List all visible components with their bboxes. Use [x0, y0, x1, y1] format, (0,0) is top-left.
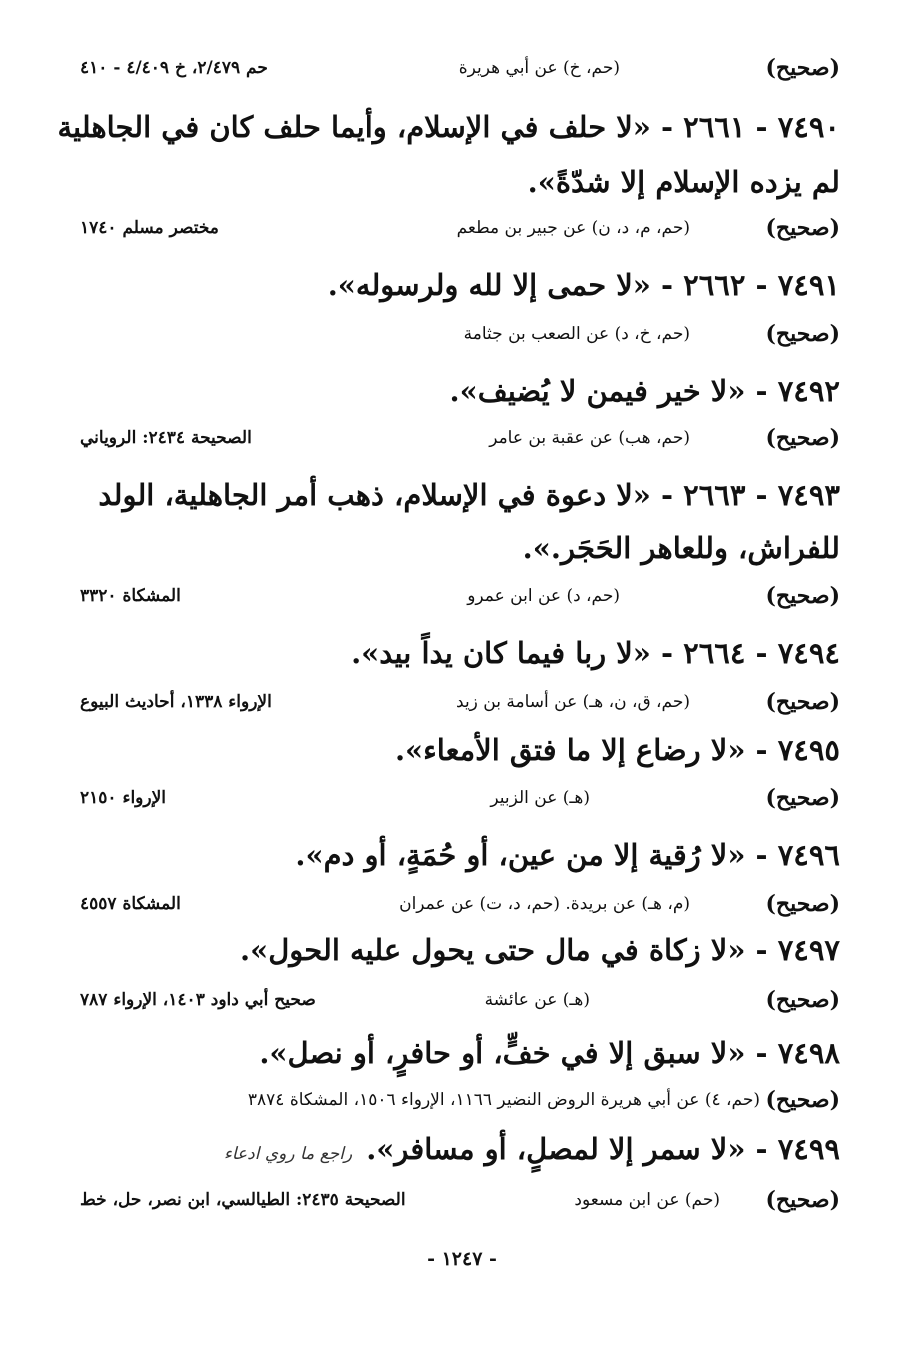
- hadith-text: ٧٤٩٢ - «لا خير فيمن لا يُضيف».: [449, 374, 840, 408]
- hadith-text: ٧٤٩٦ - «لا رُقية إلا من عين، أو حُمَةٍ، أو دم».: [295, 838, 840, 872]
- hadith-text: للفراش، وللعاهر الحَجَر.».: [522, 531, 840, 565]
- source-line: [80, 884, 840, 924]
- source-line: [80, 48, 840, 88]
- narrator-source: (م، هـ) عن بريدة. (حم، د، ت) عن عمران: [399, 894, 690, 914]
- hadith-text: ٧٤٩٣ - ٢٦٦٣ - «لا دعوة في الإسلام، ذهب أمر الجاهلية، الولد: [98, 478, 840, 512]
- hadith-text: ٧٤٩٨ - «لا سبق إلا في خفٍّ، أو حافرٍ، أو نصل».: [259, 1036, 840, 1070]
- hadith-text-line: [80, 925, 840, 975]
- reference: الإرواء ٢١٥٠: [80, 788, 167, 808]
- hadith-text-line: [80, 725, 840, 775]
- narrator-source: (حم، خ، د) عن الصعب بن جثامة: [463, 324, 690, 344]
- grade-label: (صحيح): [765, 583, 840, 609]
- grade-label: (صحيح): [765, 1087, 840, 1113]
- hadith-text-line: [80, 470, 840, 520]
- source-line: [80, 980, 840, 1020]
- grade-label: (صحيح): [765, 55, 840, 81]
- source-line: [80, 682, 840, 722]
- grade-label: (صحيح): [765, 689, 840, 715]
- grade-label: (صحيح): [765, 1187, 840, 1213]
- hadith-text-line: [57, 102, 840, 152]
- narrator-source: (حم، م، د، ن) عن جبير بن مطعم: [456, 218, 690, 238]
- hadith-text: ٧٤٩٤ - ٢٦٦٤ - «لا ربا فيما كان يداً بيد».: [351, 636, 840, 670]
- narrator-source: (هـ) عن الزبير: [490, 788, 590, 808]
- hadith-text: ٧٤٩١ - ٢٦٦٢ - «لا حمى إلا لله ولرسوله».: [327, 268, 840, 302]
- reference: حم ٢/٤٧٩، خ ٤/٤٠٩ - ٤١٠: [80, 58, 268, 78]
- narrator-source: (حم) عن ابن مسعود: [574, 1190, 720, 1210]
- hadith-text: لم يزده الإسلام إلا شدّةً».: [527, 165, 840, 199]
- narrator-source: (حم، هب) عن عقبة بن عامر: [489, 428, 690, 448]
- hadith-text-line: [80, 830, 840, 880]
- narrator-source: (حم، ق، ن، هـ) عن أسامة بن زيد: [456, 692, 690, 712]
- source-line: [80, 1180, 840, 1220]
- reference: صحيح أبي داود ١٤٠٣، الإرواء ٧٨٧: [80, 990, 316, 1010]
- grade-label: (صحيح): [765, 321, 840, 347]
- narrator-source: (حم، خ) عن أبي هريرة: [458, 58, 620, 78]
- source-line: [80, 418, 840, 458]
- grade-label: (صحيح): [765, 425, 840, 451]
- reference: الصحيحة ٢٤٣٥: الطيالسي، ابن نصر، حل، خط: [80, 1190, 406, 1210]
- hadith-text: ٧٤٩٠ - ٢٦٦١ - «لا حلف في الإسلام، وأيما حلف كان في الجاهلية: [57, 110, 840, 144]
- hadith-text-line: [80, 628, 840, 678]
- grade-label: (صحيح): [765, 987, 840, 1013]
- narrator-source: (حم، ٤) عن أبي هريرة الروض النضير ١١٦٦، الإرواء ١٥٠٦، المشكاة ٣٨٧٤: [247, 1090, 760, 1110]
- hadith-text: ٧٤٩٧ - «لا زكاة في مال حتى يحول عليه الحول».: [240, 933, 840, 967]
- page-number: - ١٢٤٧ -: [427, 1248, 497, 1270]
- handwritten-note: راجع ما روي ادعاء: [223, 1144, 353, 1164]
- hadith-text-line: [80, 1028, 840, 1078]
- grade-label: (صحيح): [765, 785, 840, 811]
- source-line: [80, 314, 840, 354]
- hadith-text-line: [80, 523, 840, 573]
- reference: مختصر مسلم ١٧٤٠: [80, 218, 219, 238]
- hadith-text-line: [80, 1124, 840, 1174]
- hadith-text-line: [80, 157, 840, 207]
- hadith-text: ٧٤٩٩ - «لا سمر إلا لمصلٍ، أو مسافر».: [366, 1132, 840, 1166]
- reference: المشكاة ٣٣٢٠: [80, 586, 181, 606]
- source-line: [80, 576, 840, 616]
- reference: الإرواء ١٣٣٨، أحاديث البيوع: [80, 692, 272, 712]
- source-line: [80, 208, 840, 248]
- hadith-text-line: [80, 366, 840, 416]
- grade-label: (صحيح): [765, 215, 840, 241]
- narrator-source: (حم، د) عن ابن عمرو: [467, 586, 620, 606]
- hadith-text: ٧٤٩٥ - «لا رضاع إلا ما فتق الأمعاء».: [394, 733, 840, 767]
- grade-label: (صحيح): [765, 891, 840, 917]
- reference: الصحيحة ٢٤٣٤: الروياني: [80, 428, 252, 448]
- reference: المشكاة ٤٥٥٧: [80, 894, 181, 914]
- source-line: [80, 1080, 840, 1120]
- hadith-text-line: [80, 260, 840, 310]
- narrator-source: (هـ) عن عائشة: [484, 990, 590, 1010]
- source-line: [80, 778, 840, 818]
